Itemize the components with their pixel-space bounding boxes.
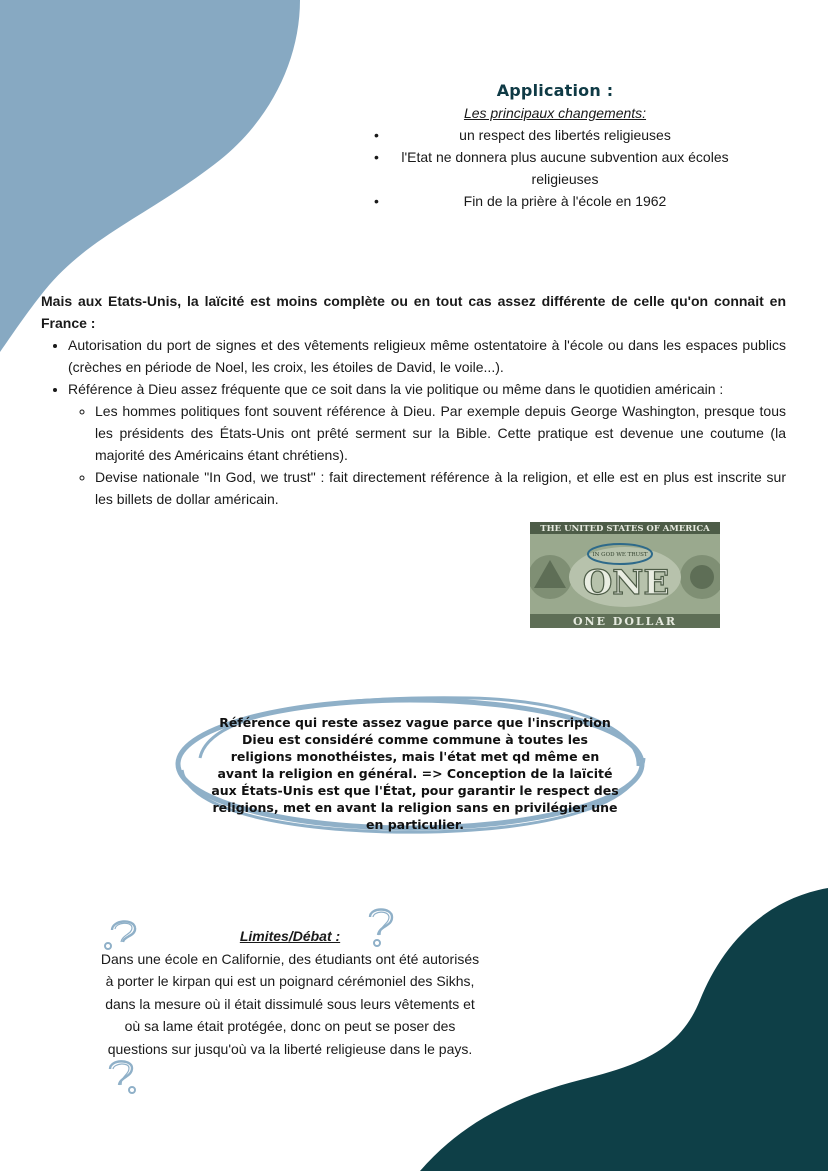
bill-bottom-text: ONE DOLLAR bbox=[572, 615, 678, 628]
limits-debate-section bbox=[100, 925, 480, 1060]
application-section bbox=[360, 80, 750, 212]
list-item: ◦ Les hommes politiques font souvent référence à Dieu. Par exemple depuis George Washington, presque tous les présidents des États-Unis ont prêté serment sur la Bible. Cette pratique est devenue une coutume (la majorité des Américains étant chrétiens). bbox=[95, 400, 786, 466]
bill-motto-text: IN GOD WE TRUST bbox=[592, 552, 648, 558]
bill-top-text: THE UNITED STATES OF AMERICA bbox=[540, 524, 710, 534]
dollar-bill-image bbox=[530, 522, 720, 628]
sub-bullet-list bbox=[68, 400, 786, 510]
bullet-list bbox=[41, 334, 786, 510]
list-item: ◦ Devise nationale "In God, we trust" : fait directement référence à la religion, et elle est en plus est inscrite sur les billets de dollar américain. bbox=[95, 466, 786, 510]
application-subtitle: Les principaux changements: bbox=[463, 105, 647, 121]
question-mark-icon bbox=[104, 1055, 140, 1102]
list-item: • un respect des libertés religieuses bbox=[360, 124, 750, 146]
list-item: • Autorisation du port de signes et des vêtements religieux même ostentatoire à l'école ou dans les espaces publics (crèches en période de Noel, les croix, les étoiles de David, le voile...). bbox=[68, 334, 786, 378]
bill-center-text: ONE bbox=[582, 563, 670, 603]
limits-text: Dans une école en Californie, des étudiants ont été autorisés à porter le kirpan qui est un poignard cérémoniel des Sikhs, dans la mesure où il était dissimulé sous leurs vêtements et où sa lame était protégée, donc on peut se poser des questions sur jusqu'où va la liberté religieuse dans le pays. bbox=[100, 950, 480, 1057]
application-title: Application : bbox=[496, 81, 614, 100]
list-item: • l'Etat ne donnera plus aucune subvention aux écoles religieuses bbox=[360, 146, 750, 190]
list-item: • Fin de la prière à l'école en 1962 bbox=[360, 190, 750, 212]
list-item-text: Référence à Dieu assez fréquente que ce soit dans la vie politique ou même dans le quotidien américain : bbox=[68, 381, 724, 397]
changes-list bbox=[360, 124, 750, 212]
highlight-note bbox=[170, 688, 650, 838]
list-item bbox=[68, 378, 786, 510]
section-lead: Mais aux Etats-Unis, la laïcité est moins complète ou en tout cas assez différente de celle qu'on connait en France : bbox=[41, 293, 786, 331]
limits-title: Limites/Débat : bbox=[239, 928, 341, 944]
usa-secularism-section bbox=[41, 290, 786, 510]
note-text: Référence qui reste assez vague parce que l'inscription Dieu est considéré comme commune à toutes les religions monothéistes, mais l'état met qd même en avant la religion en général. => Conception de la laïcité aux États-Unis est que l'État, pour garantir le respect des religions, met en avant la religion sans en privilégier une en particulier. bbox=[211, 715, 619, 832]
